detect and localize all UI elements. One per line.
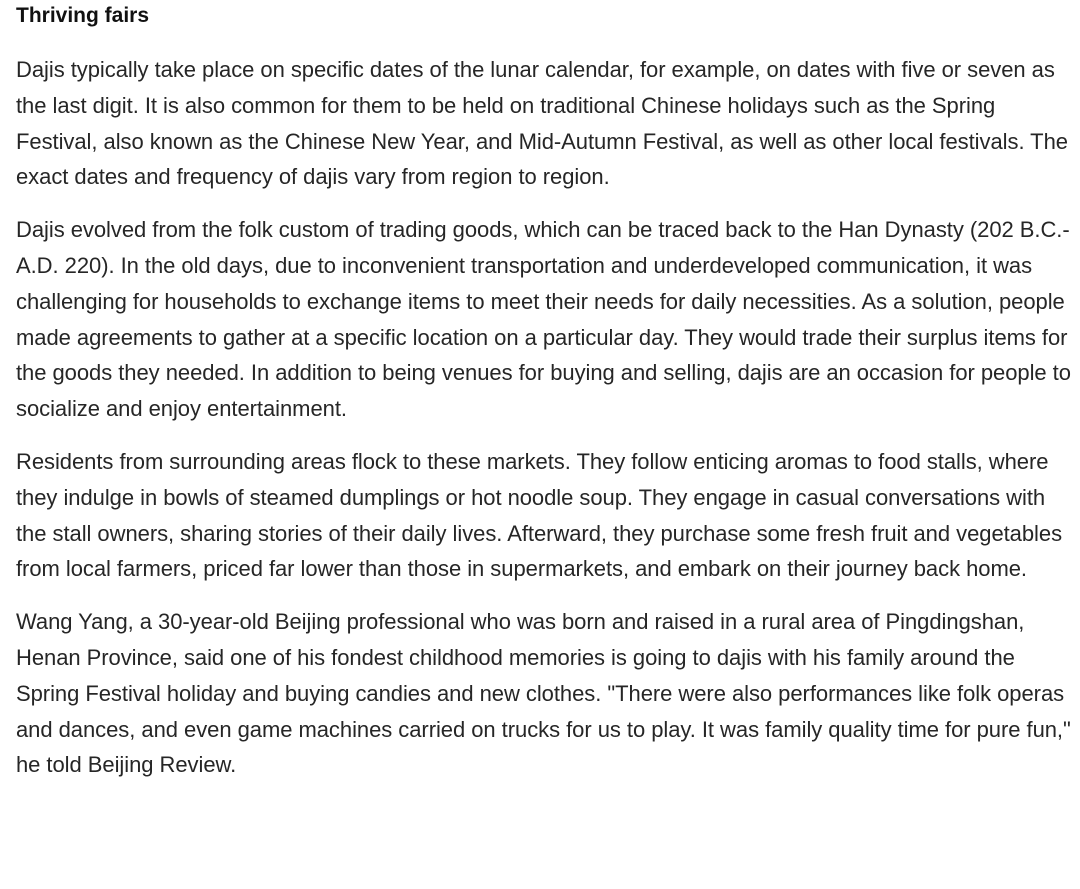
section-heading: Thriving fairs [16,4,150,27]
paragraph-wang-yang: Wang Yang, a 30-year-old Beijing professional who was born and raised in a rural area of Pingdingshan, Henan Province, said one of his fondest childhood memories is going to dajis with his family around the Spring Festival holiday and buying candies and new clothes. "There were also performances like folk operas and dances, and even game machines carried on trucks for us to play. It was family quality time for pure fun," he told Beijing Review. [16,609,1071,778]
paragraph-lunar-dates: Dajis typically take place on specific dates of the lunar calendar, for example, on dates with five or seven as the last digit. It is also common for them to be held on traditional Chinese holidays such as the Spring Festival, also known as the Chinese New Year, and Mid-Autumn Festival, as well as other local festivals. The exact dates and frequency of dajis vary from region to region. [16,57,1068,190]
paragraph-history: Dajis evolved from the folk custom of trading goods, which can be traced back to the Han Dynasty (202 B.C.-A.D. 220). In the old days, due to inconvenient transportation and underdeveloped communication, it was challenging for households to exchange items to meet their needs for daily necessities. As a solution, people made agreements to gather at a specific location on a particular day. They would trade their surplus items for the goods they needed. In addition to being venues for buying and selling, dajis are an occasion for people to socialize and enjoy entertainment. [16,217,1071,422]
paragraph-residents: Residents from surrounding areas flock to these markets. They follow enticing aromas to food stalls, where they indulge in bowls of steamed dumplings or hot noodle soup. They engage in casual conversations with the stall owners, sharing stories of their daily lives. Afterward, they purchase some fresh fruit and vegetables from local farmers, priced far lower than those in supermarkets, and embark on their journey back home. [16,448,1063,582]
article-body [16,0,1078,783]
